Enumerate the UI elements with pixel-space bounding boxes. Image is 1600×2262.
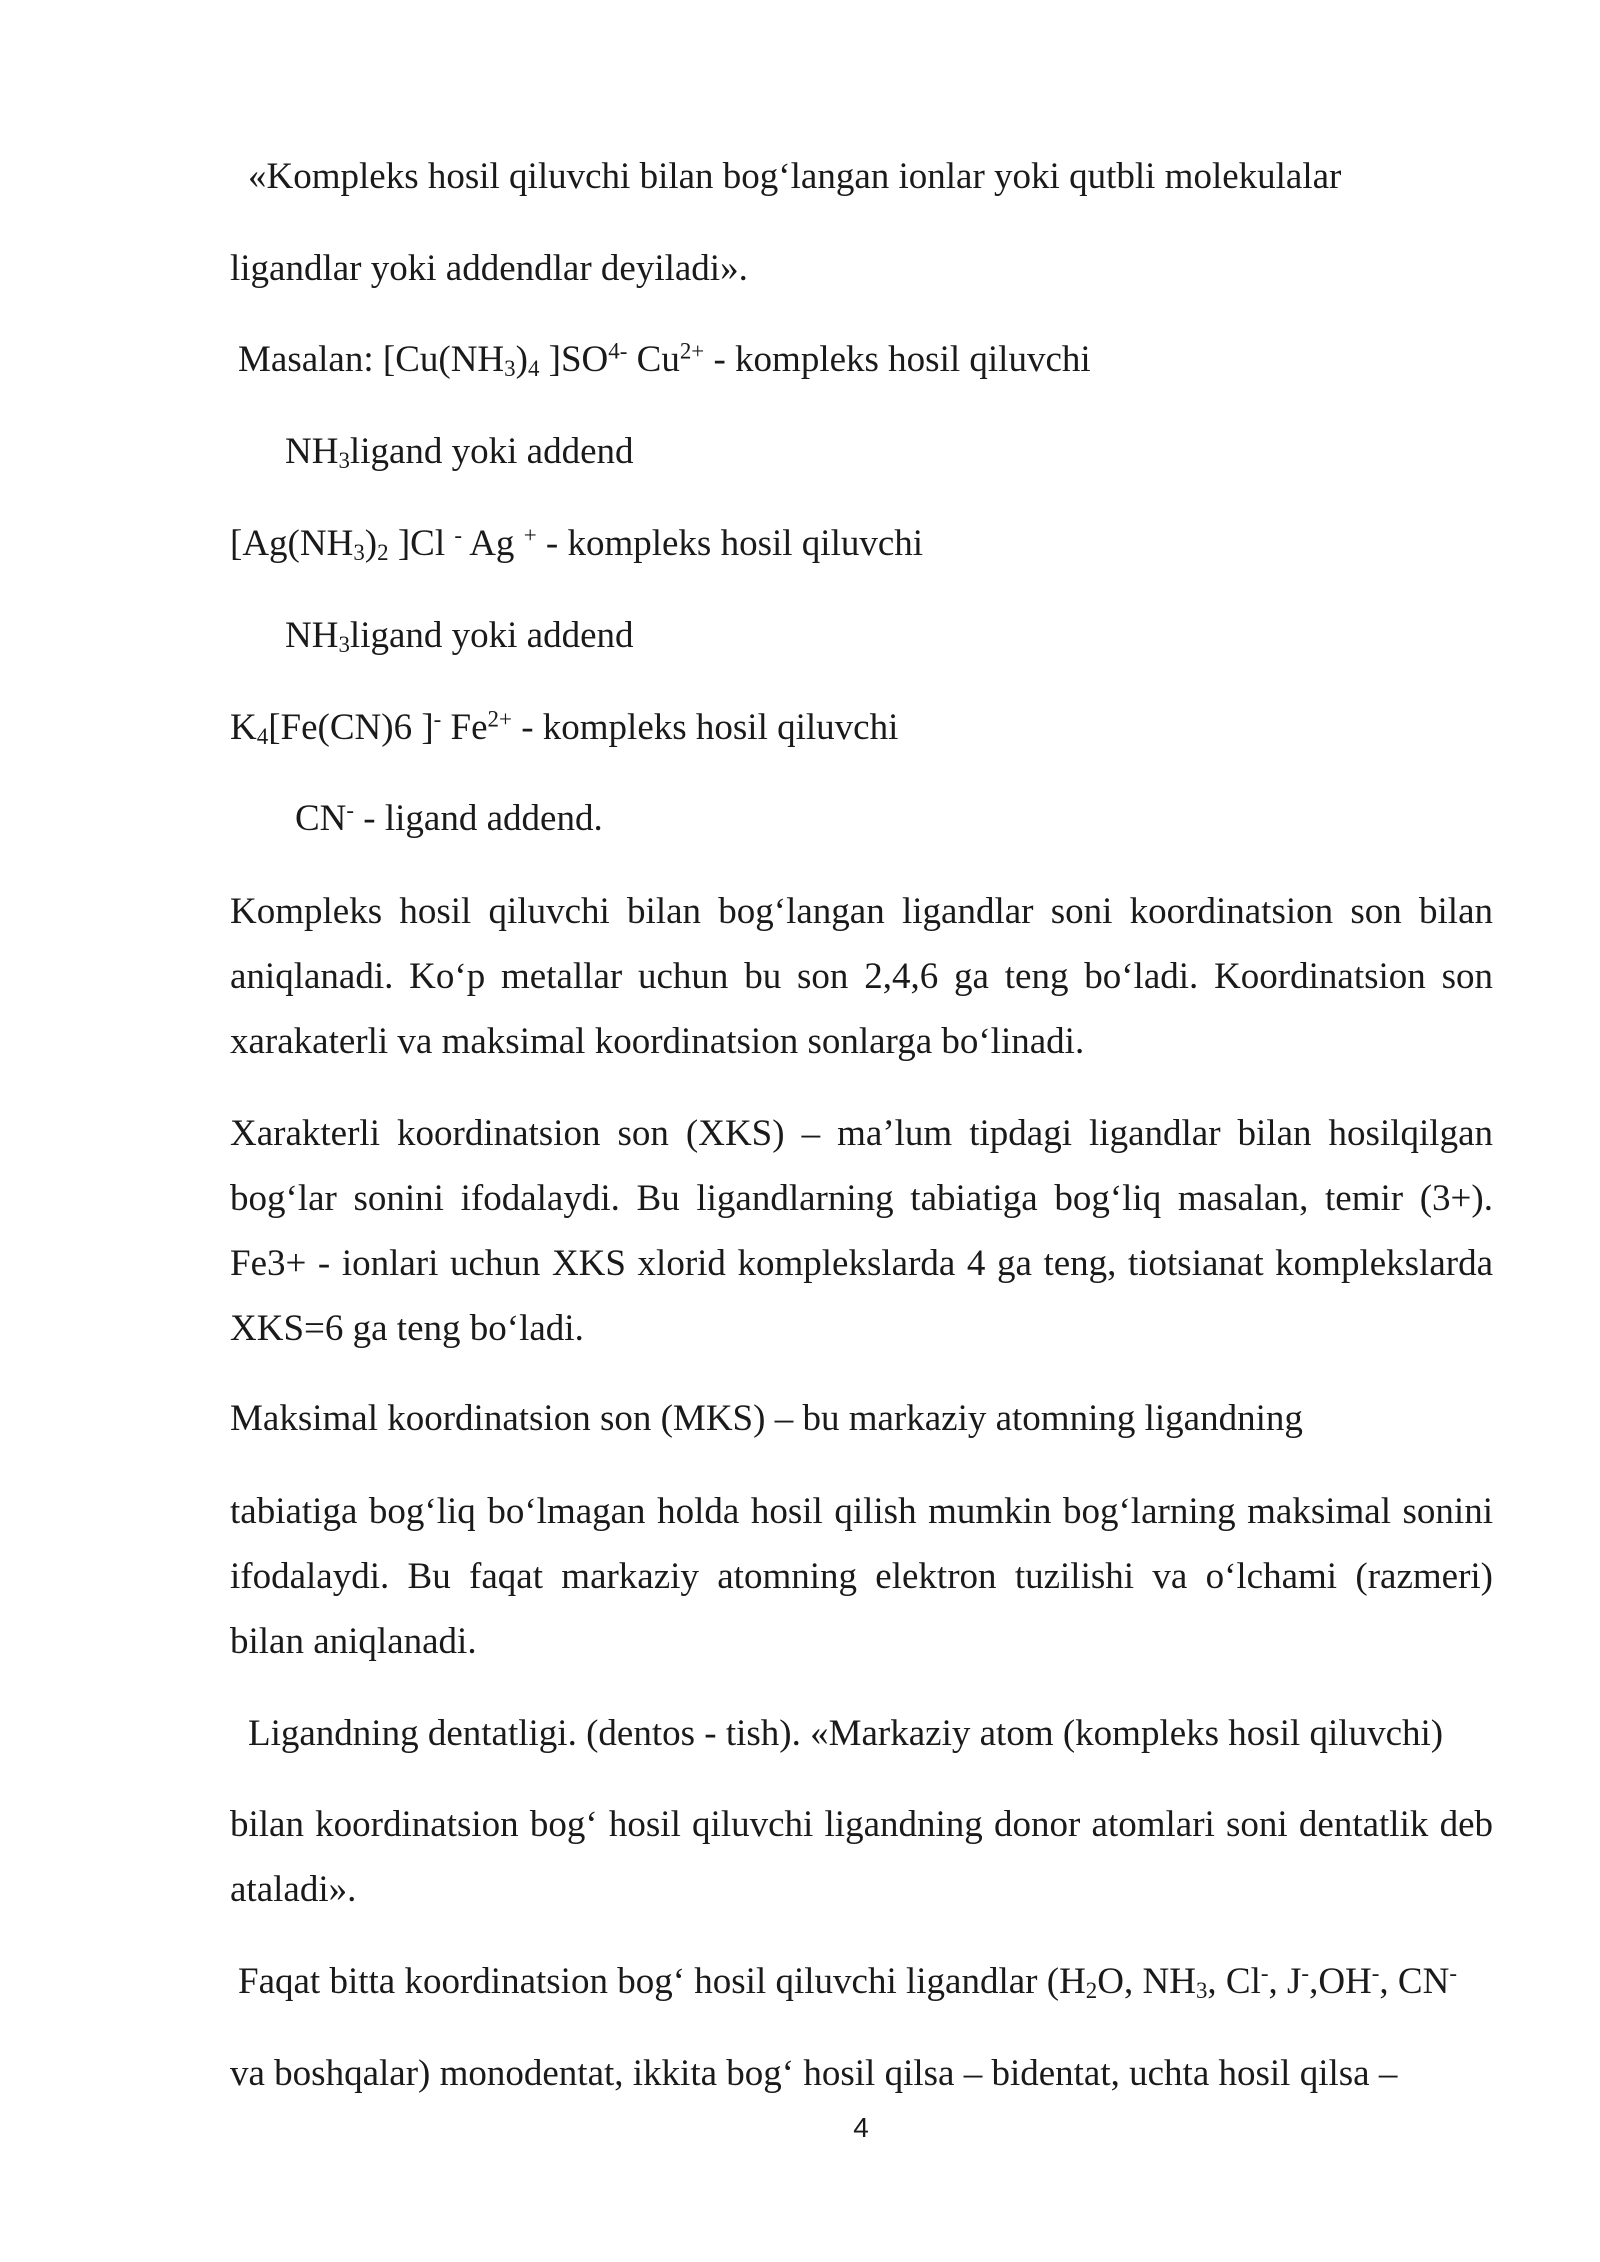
paragraph-denticity-definition: bilan koordinatsion bog‘ hosil qiluvchi ligandning donor atomlari soni dentatlik deb ataladi». — [230, 1804, 1493, 1910]
line-maximal-coordination-number: Maksimal koordinatsion son (MKS) – bu markaziy atomning ligandning — [230, 1398, 1303, 1439]
example-iron-complex: $K_4[Fe(CN)6$ ]- $Fe^{2+}$ - kompleks hosil qiluvchi — [230, 706, 899, 750]
paragraph-characteristic-coordination-number: Xarakterli koordinatsion son (XKS) – ma’lum tipdagi ligandlar bilan hosilqilgan bog‘lar sonini ifodalaydi. Bu ligandlarning tabiatiga bog‘liq masalan, temir (3+). Fe3+ - ionlari uchun XKS xlorid komplekslarda 4 ga teng, tiotsianat komplekslarda XKS=6 ga teng bo‘ladi. — [230, 1113, 1493, 1349]
example-copper-complex: Masalan: [$Cu(NH_3)_4$ ]$SO^{4-}$ $Cu^{2+}$ - kompleks hosil qiluvchi — [238, 338, 1091, 382]
line-denticity-types: va boshqalar) monodentat, ikkita bog‘ hosil qilsa – bidentat, uchta hosil qilsa – — [230, 2053, 1398, 2094]
paragraph-maximal-coordination-number: tabiatiga bog‘liq bo‘lmagan holda hosil qilish mumkin bog‘larning maksimal sonini ifodalaydi. Bu faqat markaziy atomning elektron tuzilishi va o‘lchami (razmeri) bilan aniqlanadi. — [230, 1491, 1493, 1662]
paragraph-coordination-number: Kompleks hosil qiluvchi bilan bog‘langan ligandlar soni koordinatsion son bilan aniqlanadi. Ko‘p metallar uchun bu son 2,4,6 ga teng bo‘ladi. Koordinatsion son xarakaterli va maksimal koordinatsion sonlarga bo‘linadi. — [230, 891, 1493, 1062]
quote-line-ligand-definition: «Kompleks hosil qiluvchi bilan bog‘langan ionlar yoki qutbli molekulalar — [248, 156, 1342, 197]
ligand-line-ammonia-2: $NH_3ligand$ yoki addend — [285, 615, 634, 658]
example-silver-complex: [$Ag(NH_3)_2$ ]Cl - Ag + - kompleks hosil qiluvchi — [230, 522, 924, 566]
ligand-line-ammonia-1: $NH_3ligand$ yoki addend — [285, 431, 634, 474]
ligand-line-cyanide: CN- - ligand addend. — [295, 797, 603, 839]
page-number: 4 — [853, 2112, 869, 2143]
line-monodentate-ligands: Faqat bitta koordinatsion bog‘ hosil qiluvchi ligandlar ($H_2O$, $NH_3$, Cl-, J-,OH-, CN- — [238, 1960, 1457, 2004]
line-ligand-denticity: Ligandning dentatligi. (dentos - tish). «Markaziy atom (kompleks hosil qiluvchi) — [248, 1713, 1444, 1754]
quote-line-ligand-definition-end: ligandlar yoki addendlar deyiladi». — [230, 248, 748, 289]
